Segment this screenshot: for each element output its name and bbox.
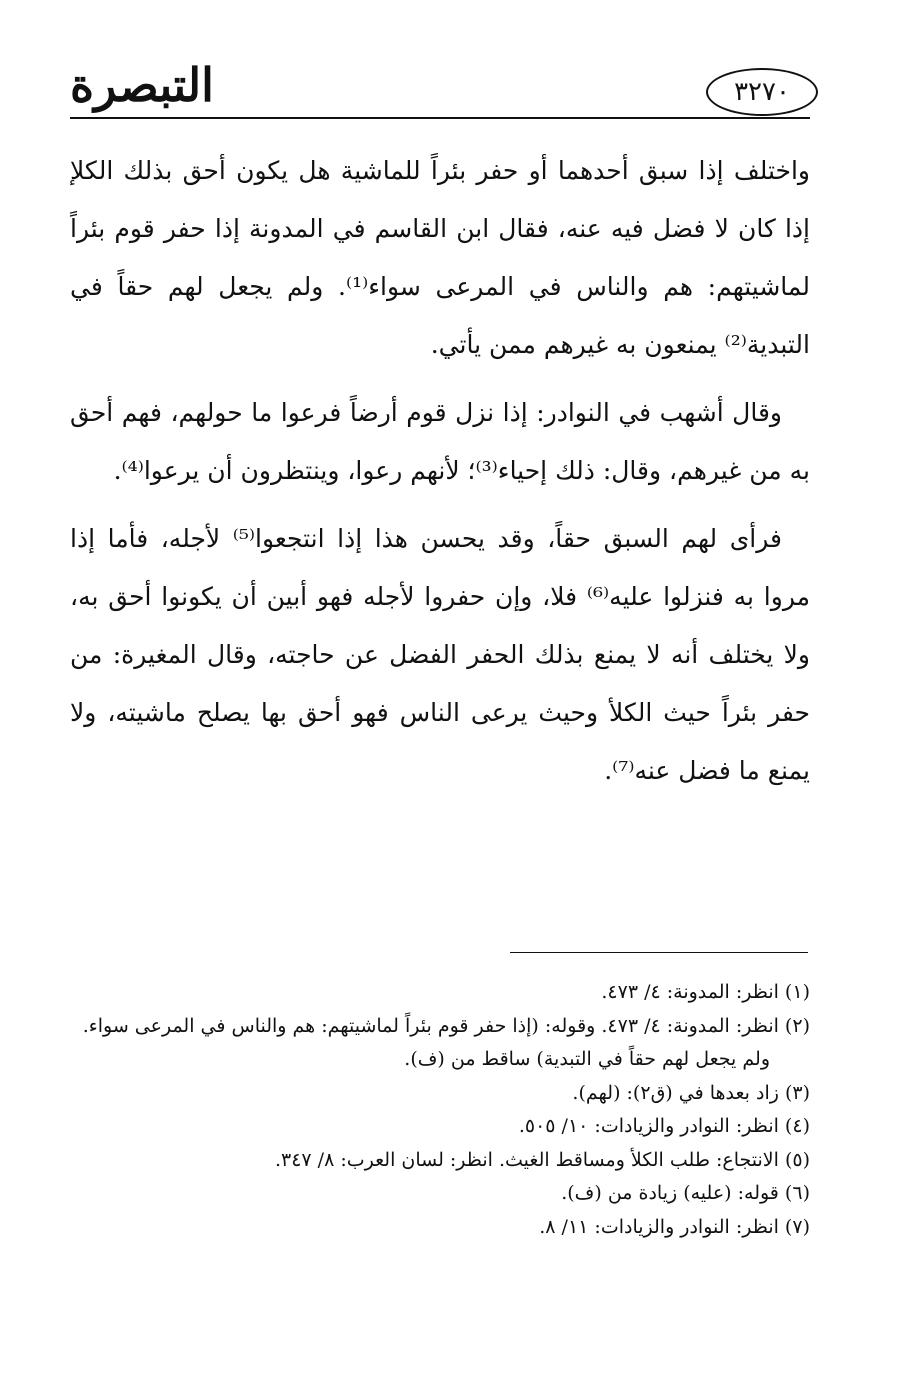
paragraph: فرأى لهم السبق حقاً، وقد يحسن هذا إذا انتجعوا⁽⁵⁾ لأجله، فأما إذا مروا به فنزلوا عليه⁽⁶⁾ فلا، وإن حفروا لأجله فهو أبين أن يكونوا أحق به، ولا يختلف أنه لا يمنع بذلك الحفر الفضل عن حاجته، وقال المغيرة: من حفر بئراً حيث الكلأ وحيث يرعى الناس فهو أحق بها يصلح ماشيته، ولا يمنع ما فضل عنه⁽⁷⁾. bbox=[70, 524, 811, 785]
paragraph: وقال أشهب في النوادر: إذا نزل قوم أرضاً فرعوا ما حولهم، فهم أحق به من غيرهم، وقال: ذلك إحياء⁽³⁾؛ لأنهم رعوا، وينتظرون أن يرعوا⁽⁴⁾. bbox=[70, 398, 810, 485]
footnote: (٧) انظر: النوادر والزيادات: ١١/ ٨. bbox=[539, 1215, 810, 1238]
footnote: (٤) انظر: النوادر والزيادات: ١٠/ ٥٠٥. bbox=[518, 1115, 810, 1137]
footnote: (٢) انظر: المدونة: ٤/ ٤٧٣. وقوله: (إذا حفر قوم بئراً لماشيتهم: هم والناس في المرعى سواء. bbox=[82, 1014, 810, 1037]
footnotes bbox=[70, 976, 810, 1244]
header-rule bbox=[70, 117, 810, 119]
main-text bbox=[70, 142, 810, 810]
footnote: (١) انظر: المدونة: ٤/ ٤٧٣. bbox=[601, 981, 810, 1003]
footnote: (٦) قوله: (عليه) زيادة من (ف). bbox=[561, 1182, 810, 1204]
page-header bbox=[0, 0, 920, 125]
running-title: التبصرة bbox=[70, 58, 214, 112]
page-number: ٣٢٧٠ bbox=[706, 68, 818, 116]
footnote-separator bbox=[510, 952, 808, 953]
footnote: (٥) الانتجاع: طلب الكلأ ومساقط الغيث. انظر: لسان العرب: ٨/ ٣٤٧. bbox=[274, 1148, 810, 1171]
footnote: (٣) زاد بعدها في (ق٢): (لهم). bbox=[572, 1081, 810, 1104]
footnote-continuation: ولم يجعل لهم حقاً في التبدية) ساقط من (ف). bbox=[404, 1048, 770, 1070]
paragraph: واختلف إذا سبق أحدهما أو حفر بئراً للماشية هل يكون أحق بذلك الكلإ إذا كان لا فضل فيه عنه، فقال ابن القاسم في المدونة إذا حفر قوم بئراً لماشيتهم: هم والناس في المرعى سواء⁽¹⁾. ولم يجعل لهم حقاً في التبدية⁽²⁾ يمنعون به غيرهم ممن يأتي. bbox=[70, 156, 810, 359]
